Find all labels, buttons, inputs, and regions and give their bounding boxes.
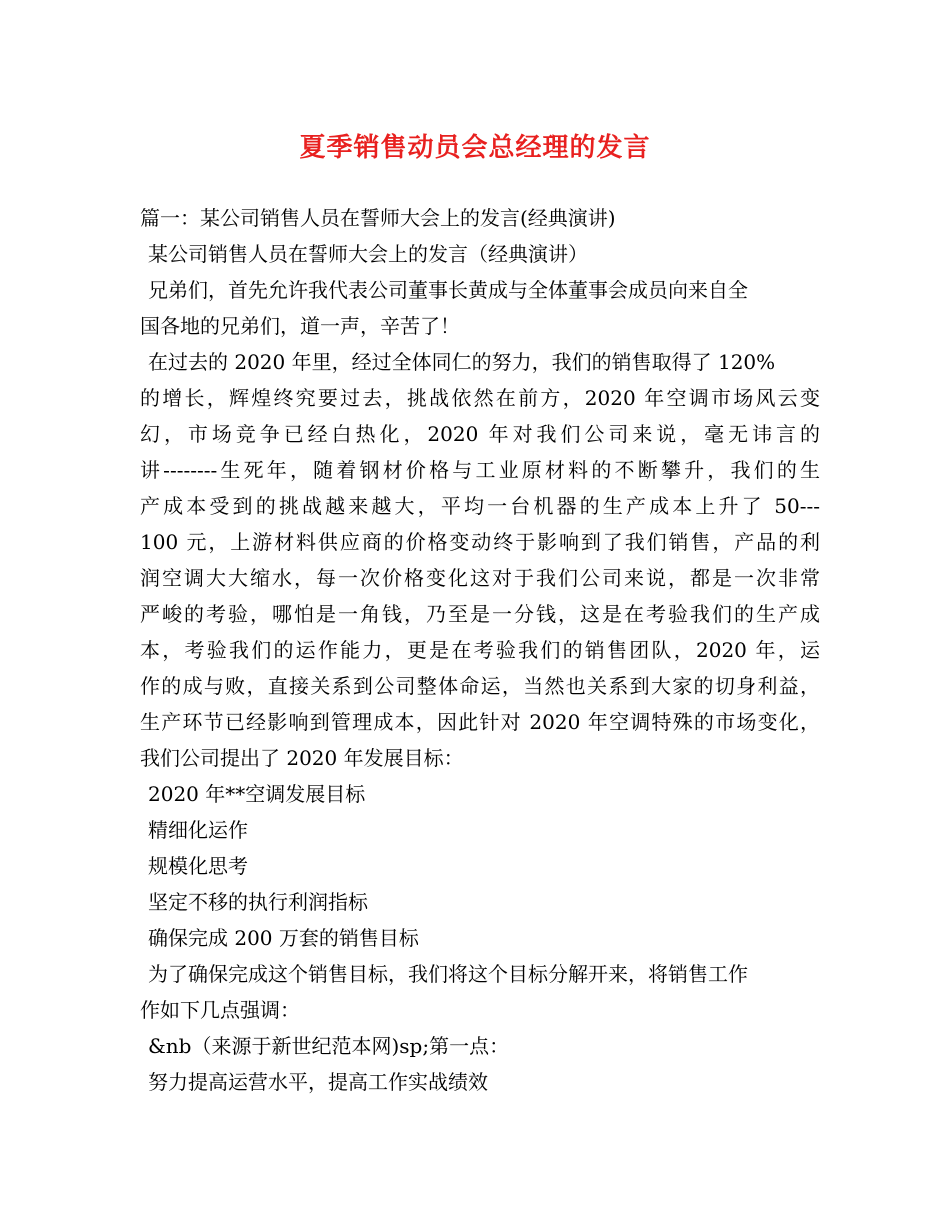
body-line: 严峻的考验，哪怕是一角钱，乃至是一分钱，这是在考验我们的生产成	[140, 602, 820, 626]
body-line: 确保完成 200 万套的销售目标	[148, 926, 419, 950]
document-title: 夏季销售动员会总经理的发言	[299, 133, 651, 163]
body-line: 产成本受到的挑战越来越大，平均一台机器的生产成本上升了 50---	[140, 494, 820, 518]
body-line: 生产环节已经影响到管理成本，因此针对 2020 年空调特殊的市场变化，	[140, 710, 820, 734]
body-line: 作的成与败，直接关系到公司整体命运，当然也关系到大家的切身利益，	[140, 674, 820, 698]
body-line: 为了确保完成这个销售目标，我们将这个目标分解开来，将销售工作	[148, 962, 748, 986]
body-line: 兄弟们，首先允许我代表公司董事长黄成与全体董事会成员向来自全	[148, 278, 748, 302]
body-line: 的增长，辉煌终究要过去，挑战依然在前方，2020 年空调市场风云变	[140, 386, 820, 410]
body-line: 润空调大大缩水，每一次价格变化这对于我们公司来说，都是一次非常	[140, 566, 820, 590]
document-body	[140, 200, 820, 1100]
body-line: 我们公司提出了 2020 年发展目标：	[140, 746, 464, 770]
body-line: 作如下几点强调：	[140, 998, 300, 1022]
body-line: 讲--------生死年，随着钢材价格与工业原材料的不断攀升，我们的生	[140, 458, 820, 482]
body-line: 精细化运作	[148, 818, 248, 842]
body-line: 篇一：某公司销售人员在誓师大会上的发言(经典演讲)	[140, 206, 616, 230]
body-line: 某公司销售人员在誓师大会上的发言（经典演讲）	[148, 242, 588, 266]
body-line: 努力提高运营水平，提高工作实战绩效	[148, 1070, 488, 1094]
body-line: 2020 年**空调发展目标	[148, 782, 366, 806]
body-line: 本，考验我们的运作能力，更是在考验我们的销售团队，2020 年，运	[140, 638, 820, 662]
body-line: 100 元，上游材料供应商的价格变动终于影响到了我们销售，产品的利	[140, 530, 820, 554]
body-line: 国各地的兄弟们，道一声，辛苦了！	[140, 314, 460, 338]
body-line: 在过去的 2020 年里，经过全体同仁的努力，我们的销售取得了 120%	[148, 350, 776, 374]
body-line: 规模化思考	[148, 854, 248, 878]
body-line: 幻，市场竞争已经白热化，2020 年对我们公司来说，毫无讳言的	[140, 422, 820, 446]
body-line: &nb（来源于新世纪范本网)sp;第一点：	[148, 1034, 510, 1058]
body-line: 坚定不移的执行利润指标	[148, 890, 368, 914]
